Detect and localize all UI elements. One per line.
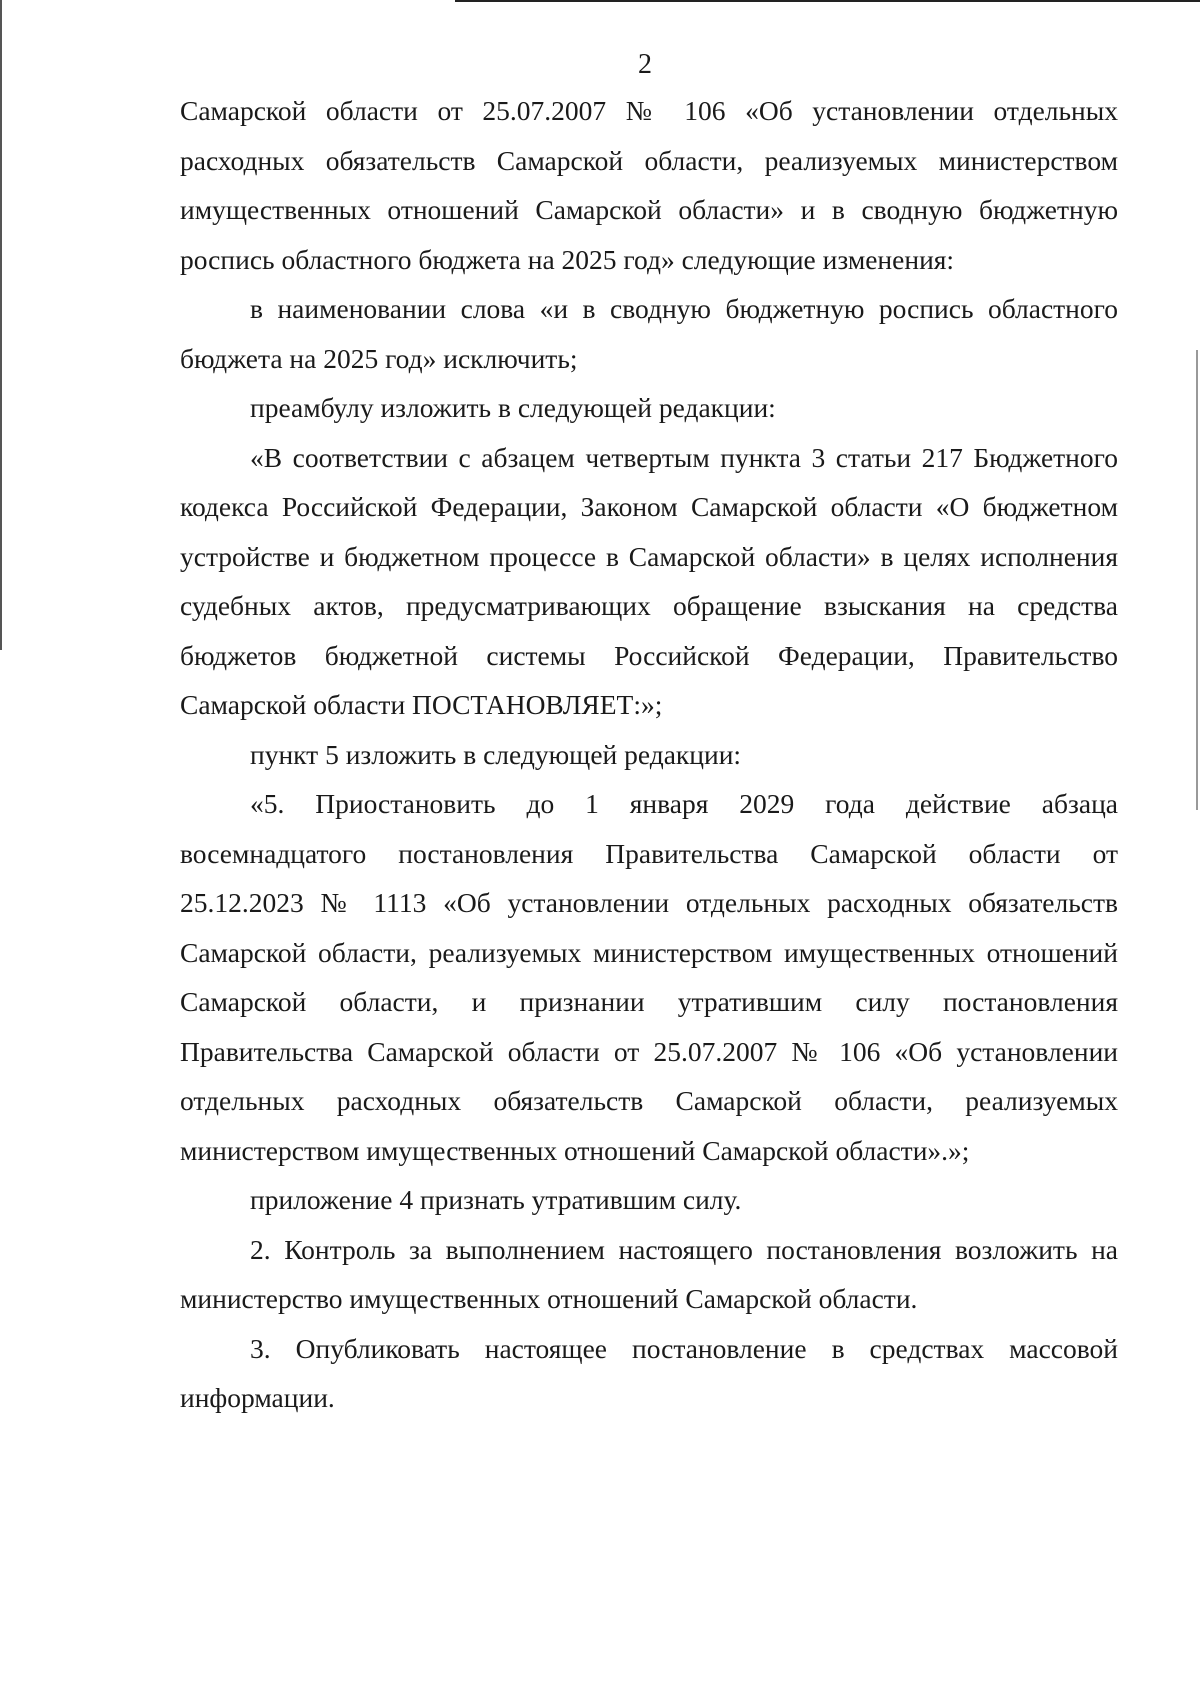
scan-edge-left [0,0,2,650]
paragraph-name-change: в наименовании слова «и в сводную бюджетную роспись областного бюджета на 2025 год» исключить; [180,293,1118,374]
page-number: 2 [638,49,652,80]
paragraph-item5-text: «5. Приостановить до 1 января 2029 года действие абзаца восемнадцатого постановления Правительства Самарской области от 25.12.2023 № 1113 «Об установлении отдельных расходных обязательств Самарской области, реализуемых министерством имущественных отношений Самарской области, и признании утратившим силу постановления Правительства Самарской области от 25.07.2007 № 106 «Об установлении отдельных расходных обязательств Самарской области, реализуемых министерством имущественных отношений Самарской области».»; [180,788,1118,1166]
paragraph-preamble-intro: преамбулу изложить в следующей редакции: [250,392,776,423]
paragraph-control: 2. Контроль за выполнением настоящего постановления возложить на министерство имущественных отношений Самарской области. [180,1233,1118,1314]
document-body [180,86,1118,1423]
scan-edge-right [1196,350,1198,810]
paragraph-publish: 3. Опубликовать настоящее постановление в средствах массовой информации. [180,1332,1118,1413]
paragraph-item5-intro: пункт 5 изложить в следующей редакции: [250,738,742,770]
paragraph-appendix4: приложение 4 признать утратившим силу. [250,1184,742,1215]
scan-edge-top [455,0,1200,2]
paragraph-continuation: Самарской области от 25.07.2007 № 106 «Об установлении отдельных расходных обязательств Самарской области, реализуемых министерством имущественных отношений Самарской области» и в сводную бюджетную роспись областного бюджета на 2025 год» следующие изменения: [180,95,1118,275]
paragraph-preamble-text: «В соответствии с абзацем четвертым пункта 3 статьи 217 Бюджетного кодекса Российской Федерации, Законом Самарской области «О бюджетном устройстве и бюджетном процессе в Самарской области» в целях исполнения судебных актов, предусматривающих обращение взыскания на средства бюджетов бюджетной системы Российской Федерации, Правительство Самарской области ПОСТАНОВЛЯЕТ:»; [180,441,1118,720]
